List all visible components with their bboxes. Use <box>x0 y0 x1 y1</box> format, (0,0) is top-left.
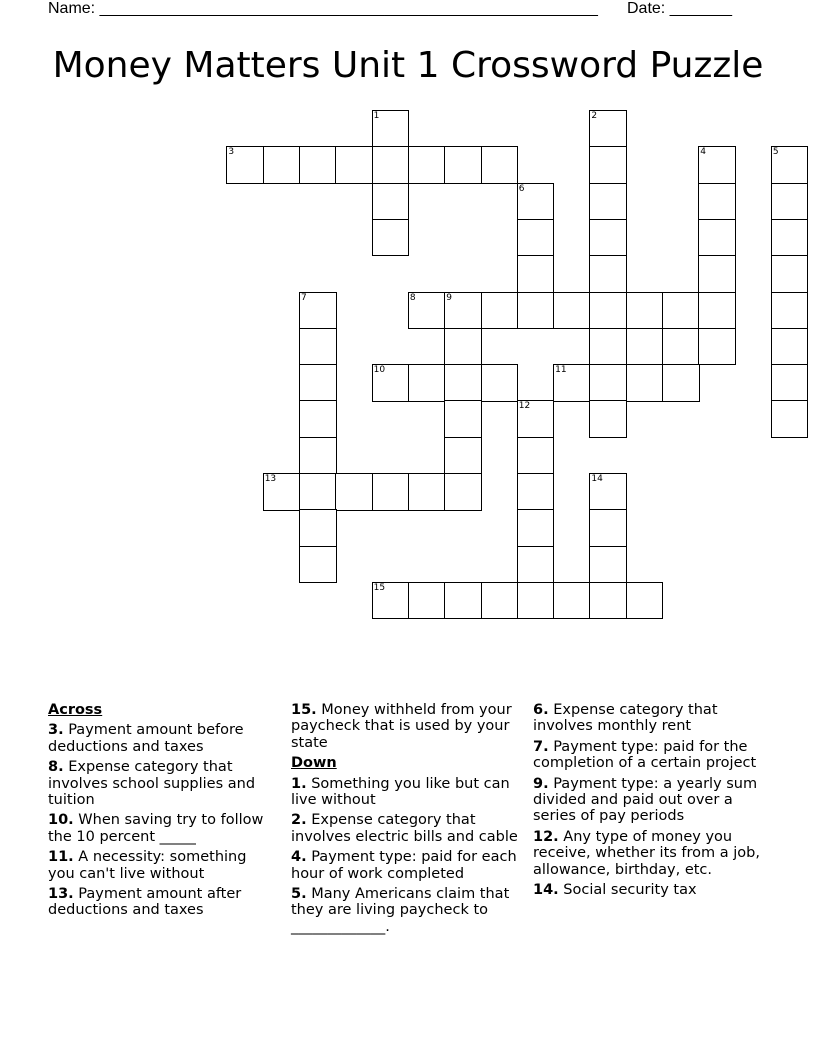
clue-text: Payment amount after deductions and taxes <box>48 886 242 919</box>
clue-number: 12 <box>518 401 531 412</box>
clue-item <box>533 702 761 735</box>
clue-number: 11 <box>555 365 567 376</box>
clue-text: When saving try to follow the 10 percent _____ <box>48 812 264 845</box>
grid-cell[interactable] <box>589 328 627 366</box>
grid-cell[interactable] <box>517 473 555 511</box>
grid-cell[interactable] <box>517 292 555 330</box>
clue-number-label: 14. <box>533 882 559 899</box>
clue-text: Expense category that involves school supplies and tuition <box>48 759 256 809</box>
grid-cell[interactable] <box>553 292 591 330</box>
grid-cell[interactable] <box>589 509 627 547</box>
grid-cell[interactable] <box>299 400 337 438</box>
clue-number-label: 1. <box>291 775 307 792</box>
grid-cell[interactable] <box>517 582 555 620</box>
clue-number: 10 <box>373 365 386 376</box>
grid-cell[interactable] <box>517 219 555 257</box>
grid-cell[interactable] <box>408 582 446 620</box>
grid-cell[interactable] <box>481 146 519 184</box>
clue-number-label: 10. <box>48 812 74 829</box>
clue-item <box>291 849 519 882</box>
grid-cell[interactable] <box>226 146 264 184</box>
clue-number: 4 <box>700 147 707 158</box>
grid-cell[interactable] <box>444 364 482 402</box>
grid-cell[interactable] <box>444 328 482 366</box>
grid-cell[interactable] <box>372 473 410 511</box>
clue-item <box>48 812 276 845</box>
grid-cell[interactable] <box>444 437 482 475</box>
grid-cell[interactable] <box>263 473 301 511</box>
grid-cell[interactable] <box>372 146 410 184</box>
grid-cell[interactable] <box>589 255 627 293</box>
clue-item <box>48 759 276 808</box>
grid-cell[interactable] <box>335 473 373 511</box>
grid-cell[interactable] <box>372 582 410 620</box>
grid-cell[interactable] <box>662 328 700 366</box>
down-clue-list-continued <box>533 702 761 898</box>
clue-text: Payment type: paid for each hour of work completed <box>291 849 517 882</box>
clue-item <box>291 702 519 751</box>
grid-cell[interactable] <box>372 364 410 402</box>
grid-cell[interactable] <box>662 292 700 330</box>
grid-cell[interactable] <box>408 473 446 511</box>
clue-number: 5 <box>772 147 779 158</box>
grid-cell[interactable] <box>698 292 736 330</box>
grid-cell[interactable] <box>771 146 809 184</box>
grid-cell[interactable] <box>626 582 664 620</box>
grid-cell[interactable] <box>698 328 736 366</box>
name-line: Name: ________________________________________________________ <box>48 0 598 17</box>
clue-number: 3 <box>228 147 235 158</box>
clue-item <box>291 886 519 935</box>
clue-text: Expense category that involves monthly rent <box>533 702 718 735</box>
clue-number: 2 <box>591 111 598 121</box>
clue-text: Any type of money you receive, whether its from a job, allowance, birthday, etc. <box>533 828 760 878</box>
grid-cell[interactable] <box>771 328 809 366</box>
clue-number-label: 3. <box>48 722 64 739</box>
clue-number: 9 <box>446 292 452 303</box>
clue-text: A necessity: something you can't live without <box>48 849 247 882</box>
clues-column-1 <box>48 702 276 923</box>
clue-number: 15 <box>373 582 386 593</box>
grid-cell[interactable] <box>299 437 337 475</box>
clue-text: Payment amount before deductions and taxes <box>48 722 244 755</box>
grid-cell[interactable] <box>589 473 627 511</box>
clue-number: 6 <box>518 183 525 194</box>
clue-number-label: 13. <box>48 886 74 903</box>
grid-cell[interactable] <box>626 328 664 366</box>
grid-cell[interactable] <box>444 146 482 184</box>
grid-cell[interactable] <box>698 146 736 184</box>
grid-cell[interactable] <box>771 183 809 221</box>
clue-number: 13 <box>264 474 277 484</box>
clue-number: 8 <box>409 292 416 303</box>
clue-number: 1 <box>373 111 380 121</box>
grid-cell[interactable] <box>444 473 482 511</box>
clue-item <box>48 722 276 755</box>
grid-cell[interactable] <box>517 183 555 221</box>
clue-text: Money withheld from your paycheck that is used by your state <box>291 702 512 751</box>
across-clue-list <box>48 722 276 918</box>
grid-cell[interactable] <box>408 146 446 184</box>
clues-column-2 <box>291 702 519 939</box>
clue-item <box>533 829 761 878</box>
grid-cell[interactable] <box>771 400 809 438</box>
grid-cell[interactable] <box>299 509 337 547</box>
down-clue-list <box>291 776 519 936</box>
clue-number-label: 6. <box>533 702 549 718</box>
grid-cell[interactable] <box>771 255 809 293</box>
grid-cell[interactable] <box>444 292 482 330</box>
clue-number-label: 9. <box>533 775 549 792</box>
clue-number-label: 15. <box>291 702 317 718</box>
grid-cell[interactable] <box>299 364 337 402</box>
grid-cell[interactable] <box>444 400 482 438</box>
clue-item <box>48 849 276 882</box>
grid-cell[interactable] <box>372 219 410 257</box>
grid-cell[interactable] <box>481 582 519 620</box>
grid-cell[interactable] <box>589 292 627 330</box>
clue-number-label: 5. <box>291 886 307 903</box>
clue-text: Payment type: paid for the completion of a certain project <box>533 738 757 772</box>
clue-number-label: 12. <box>533 828 559 845</box>
clue-number-label: 7. <box>533 738 549 755</box>
grid-cell[interactable] <box>444 582 482 620</box>
clue-number-label: 2. <box>291 812 307 829</box>
grid-cell[interactable] <box>299 546 337 584</box>
grid-cell[interactable] <box>589 582 627 620</box>
grid-cell[interactable] <box>481 364 519 402</box>
grid-cell[interactable] <box>553 364 591 402</box>
grid-cell[interactable] <box>771 364 809 402</box>
grid-cell[interactable] <box>517 546 555 584</box>
grid-cell[interactable] <box>589 219 627 257</box>
page-title: Money Matters Unit 1 Crossword Puzzle <box>52 45 764 86</box>
clue-item <box>291 776 519 809</box>
grid-cell[interactable] <box>771 219 809 257</box>
clue-number: 7 <box>301 292 307 303</box>
grid-cell[interactable] <box>299 473 337 511</box>
grid-cell[interactable] <box>589 400 627 438</box>
grid-cell[interactable] <box>589 110 627 148</box>
grid-cell[interactable] <box>662 364 700 402</box>
grid-cell[interactable] <box>408 292 446 330</box>
grid-cell[interactable] <box>263 146 301 184</box>
down-heading: Down <box>291 755 337 772</box>
grid-cell[interactable] <box>481 292 519 330</box>
grid-cell[interactable] <box>589 146 627 184</box>
grid-cell[interactable] <box>553 582 591 620</box>
grid-cell[interactable] <box>372 110 410 148</box>
across-clue-list-continued <box>291 702 519 751</box>
grid-cell[interactable] <box>589 546 627 584</box>
grid-cell[interactable] <box>299 292 337 330</box>
grid-cell[interactable] <box>771 292 809 330</box>
clue-number-label: 8. <box>48 759 64 776</box>
grid-cell[interactable] <box>517 400 555 438</box>
grid-cell[interactable] <box>408 364 446 402</box>
grid-cell[interactable] <box>372 183 410 221</box>
grid-cell[interactable] <box>335 146 373 184</box>
clues-column-3 <box>533 702 761 902</box>
date-line: Date: _______ <box>627 0 732 17</box>
grid-cell[interactable] <box>517 509 555 547</box>
grid-cell[interactable] <box>299 328 337 366</box>
grid-cell[interactable] <box>299 146 337 184</box>
clue-number-label: 4. <box>291 849 307 866</box>
clue-item <box>533 739 761 772</box>
clue-item <box>291 812 519 845</box>
grid-cell[interactable] <box>626 292 664 330</box>
clue-number: 14 <box>591 474 603 484</box>
across-heading: Across <box>48 702 103 718</box>
grid-cell[interactable] <box>589 364 627 402</box>
clue-item <box>48 886 276 919</box>
clue-item <box>533 776 761 825</box>
clue-text: Something you like but can live without <box>291 775 510 809</box>
grid-cell[interactable] <box>698 183 736 221</box>
clue-text: Social security tax <box>563 882 697 899</box>
grid-cell[interactable] <box>698 255 736 293</box>
grid-cell[interactable] <box>626 364 664 402</box>
grid-cell[interactable] <box>517 437 555 475</box>
clue-text: Many Americans claim that they are living paycheck to _____________. <box>291 886 510 935</box>
grid-cell[interactable] <box>517 255 555 293</box>
clue-text: Payment type: a yearly sum divided and paid out over a series of pay periods <box>533 775 758 825</box>
clue-number-label: 11. <box>48 849 74 866</box>
clue-item <box>533 882 761 898</box>
grid-cell[interactable] <box>698 219 736 257</box>
grid-cell[interactable] <box>589 183 627 221</box>
clue-text: Expense category that involves electric bills and cable <box>291 812 518 845</box>
